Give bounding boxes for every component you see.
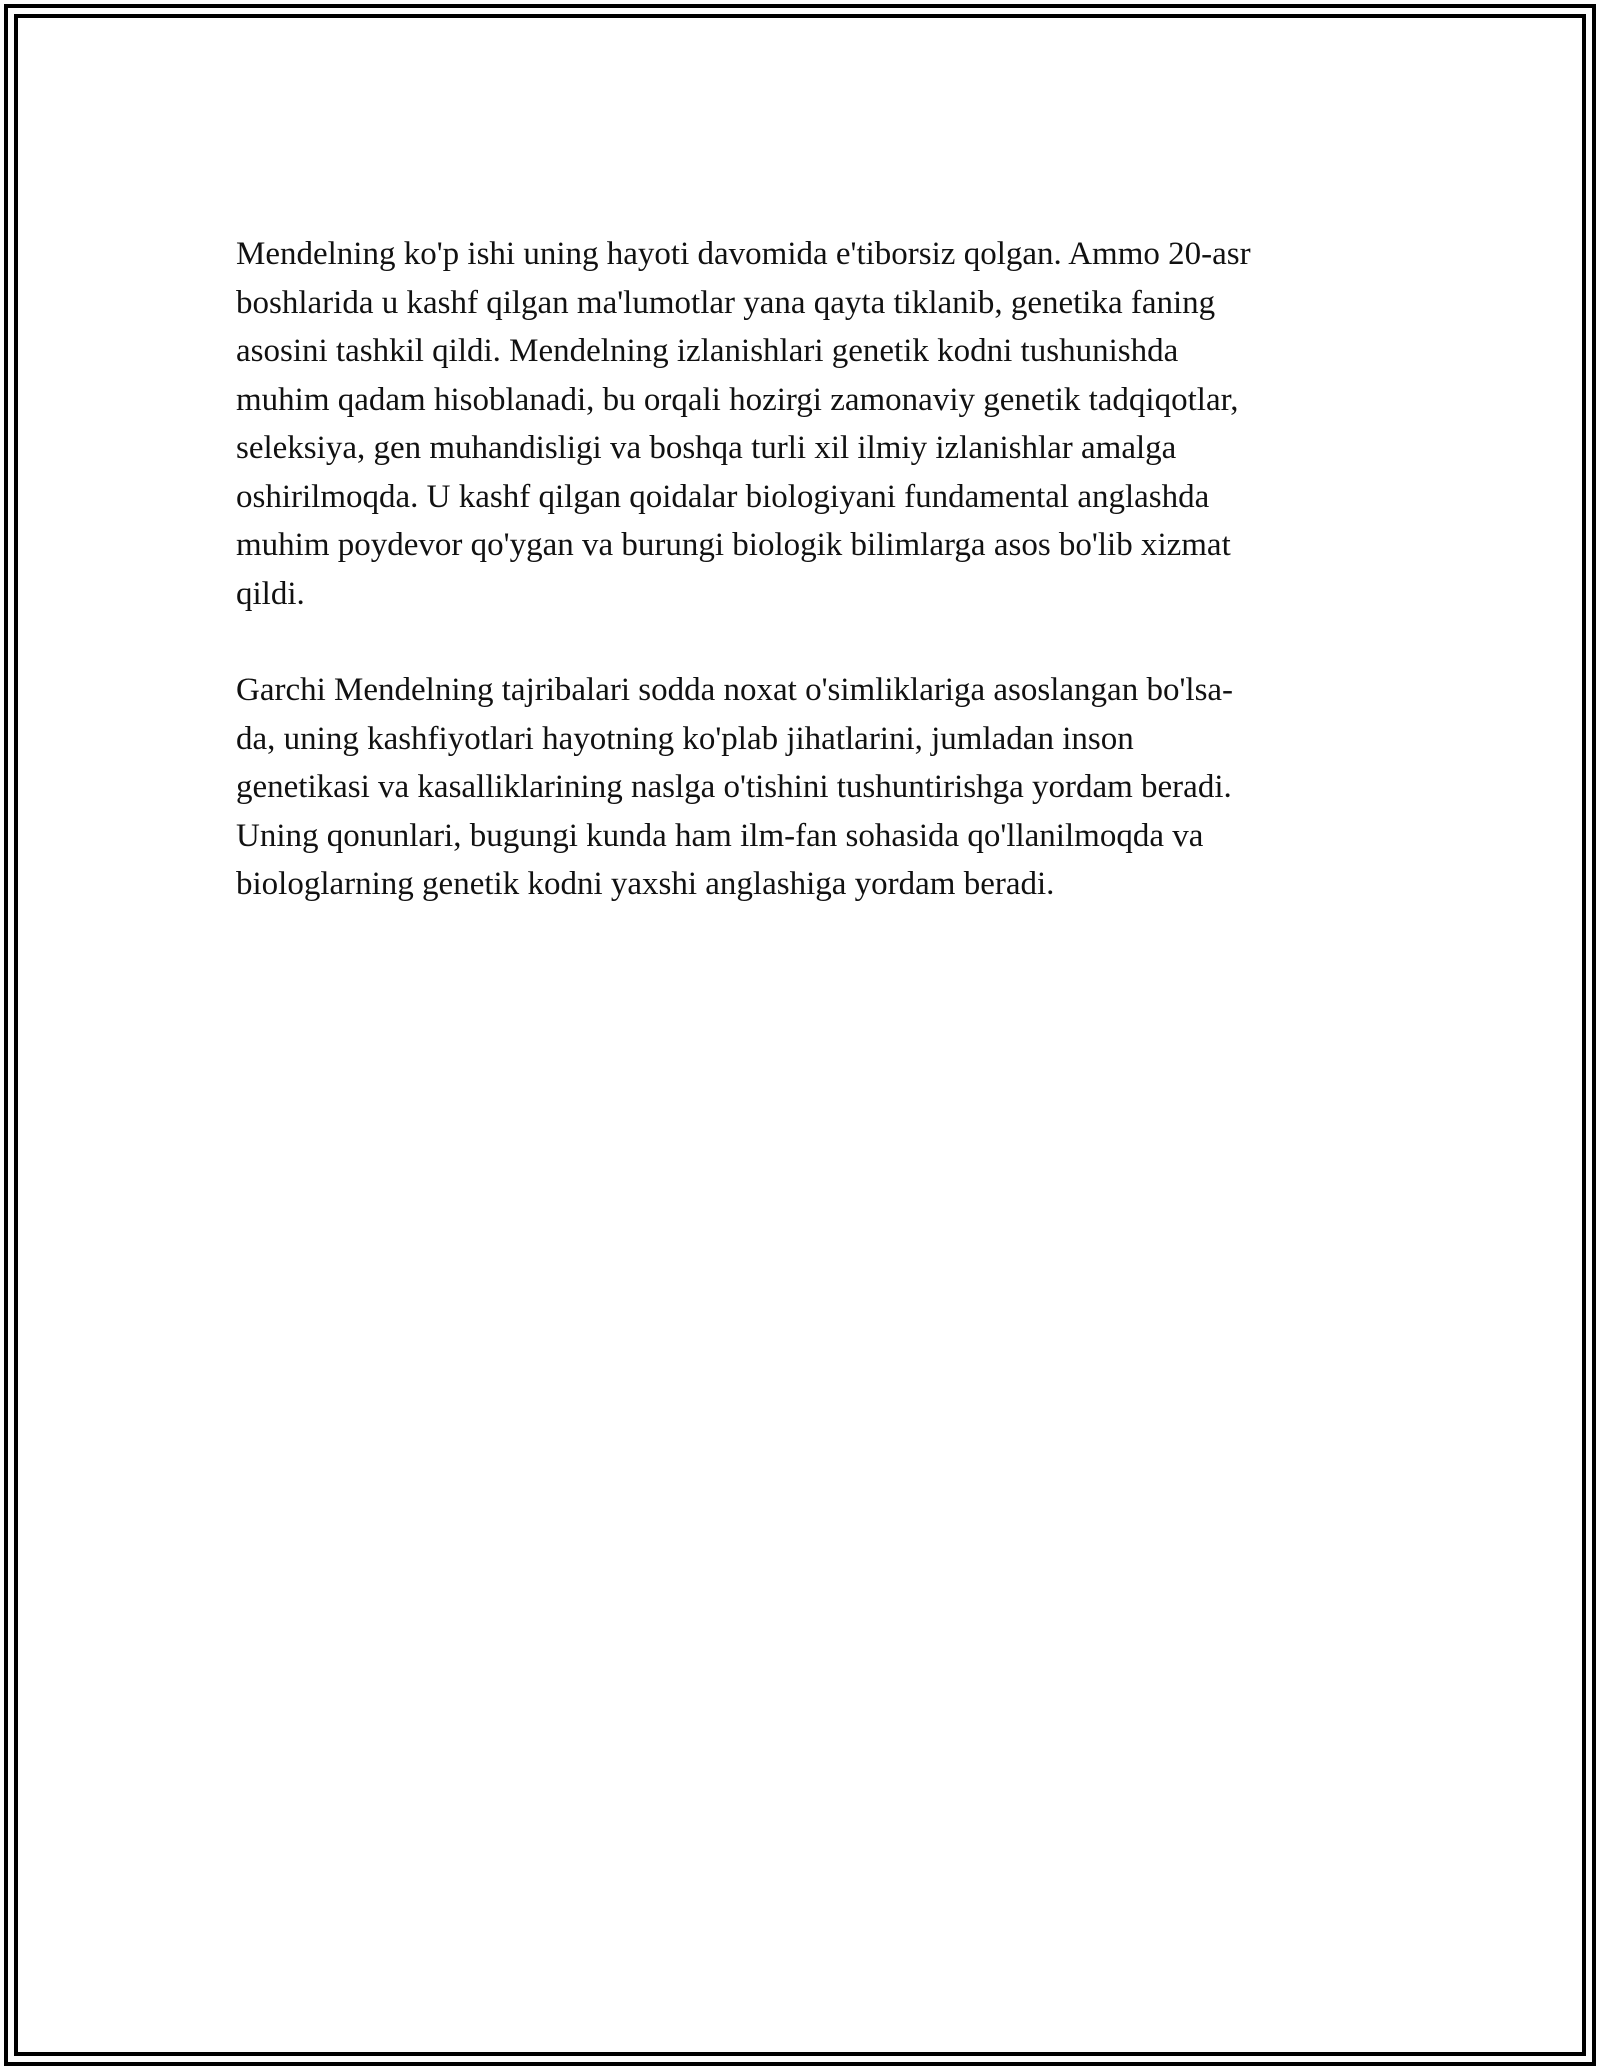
- paragraph-2: Garchi Mendelning tajribalari sodda noxat o'simliklariga asoslangan bo'lsa- da, uning kashfiyotlari hayotning ko'plab jihatlarini, jumladan inson genetikasi va kasalliklarining naslga o'tishini tushuntirishga yordam beradi. Uning qonunlari, bugungi kunda ham ilm-fan sohasida qo'llanilmoqda va biologlarning genetik kodni yaxshi anglashiga yordam beradi.: [236, 672, 1234, 902]
- document-body: [236, 230, 1376, 909]
- paragraph-1: Mendelning ko'p ishi uning hayoti davomida e'tiborsiz qolgan. Ammo 20-asr boshlarida u kashf qilgan ma'lumotlar yana qayta tiklanib, genetika faning asosini tashkil qildi. Mendelning izlanishlari genetik kodni tushunishda muhim qadam hisoblanadi, bu orqali hozirgi zamonaviy genetik tadqiqotlar, seleksiya, gen muhandisligi va boshqa turli xil ilmiy izlanishlar amalga oshirilmoqda. U kashf qilgan qoidalar biologiyani fundamental anglashda muhim poydevor qo'ygan va burungi biologik bilimlarga asos bo'lib xizmat qildi.: [236, 236, 1251, 612]
